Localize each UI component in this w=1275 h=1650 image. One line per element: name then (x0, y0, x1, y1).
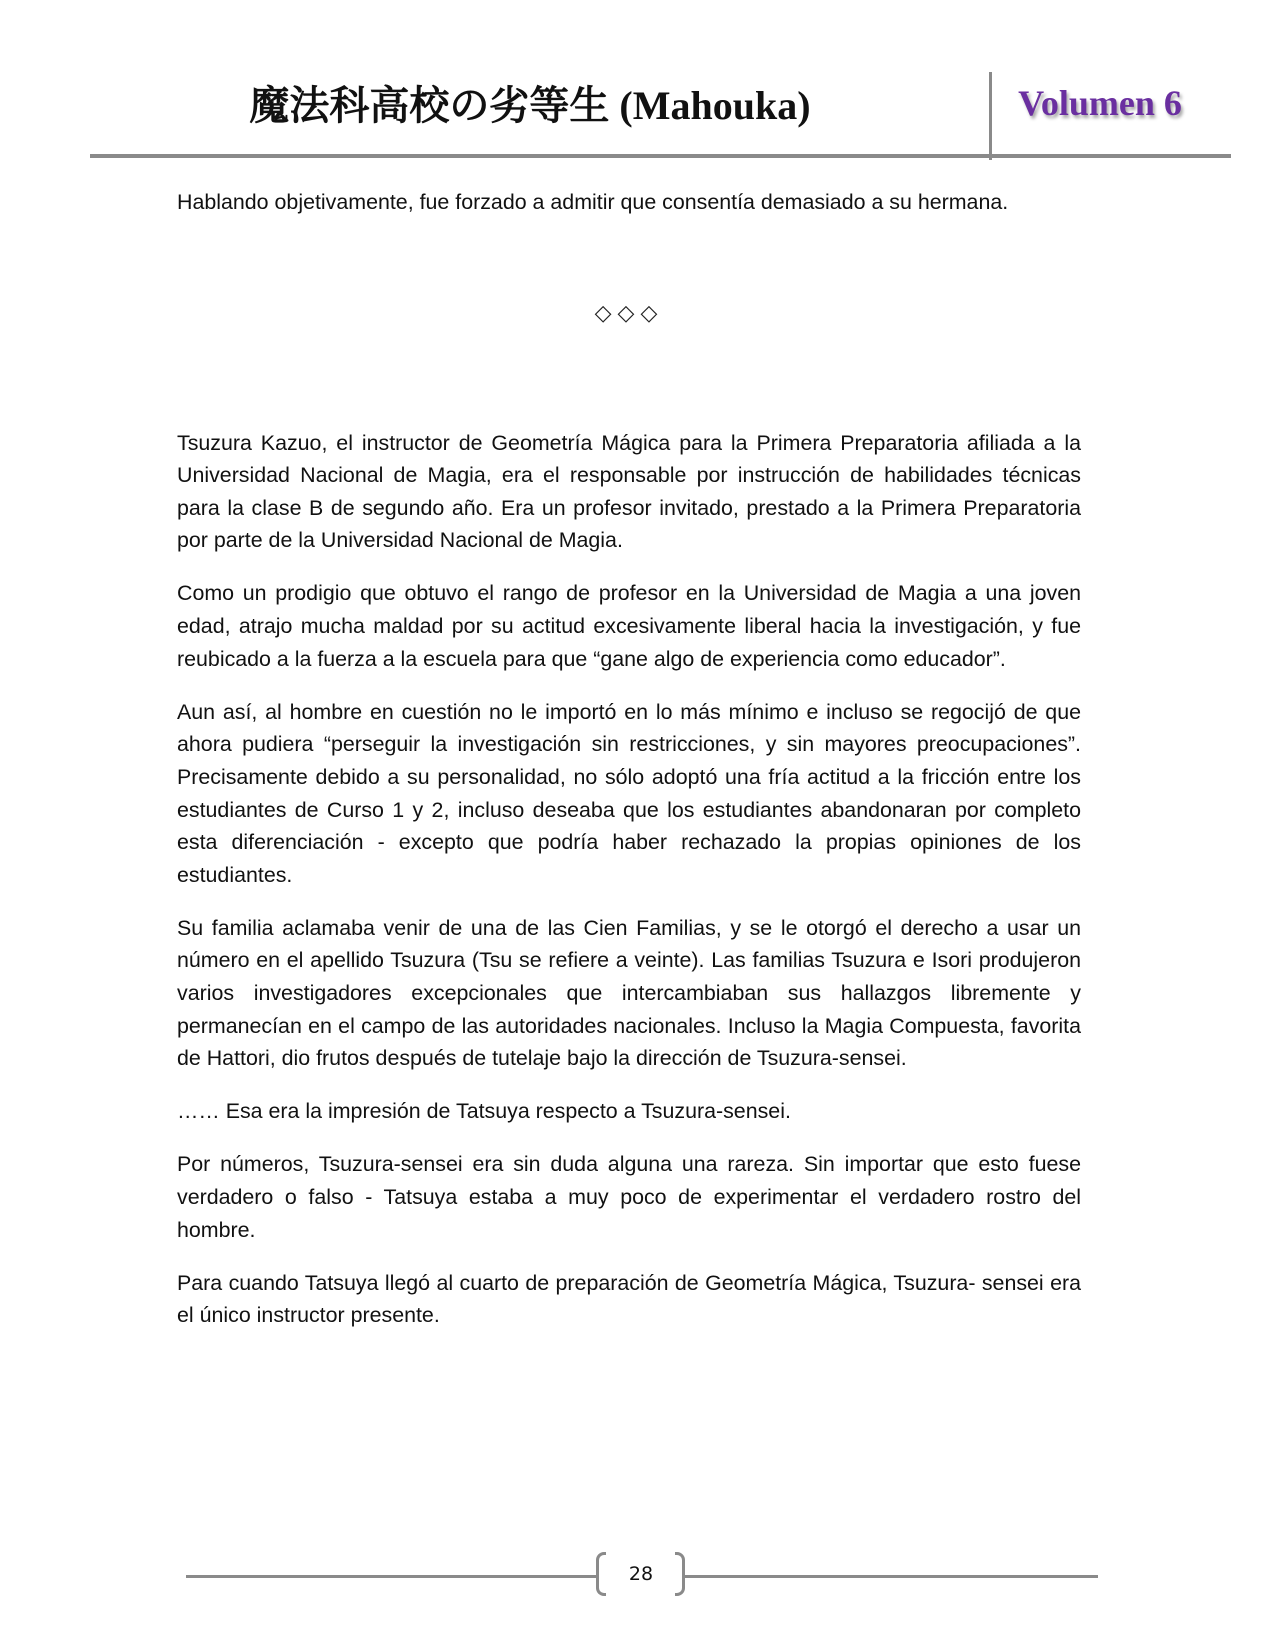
paragraph: Su familia aclamaba venir de una de las Cien Familias, y se le otorgó el derecho a usar un número en el apellido Tsuzura (Tsu se refiere a veinte). Las familias Tsuzura e Isori produjeron varios investigadores excepcionales que intercambiaban sus hallazgos libremente y permanecían en el campo de las autoridades nacionales. Incluso la Magia Compuesta, favorita de Hattori, dio frutos después de tutelaje bajo la dirección de Tsuzura-sensei. (177, 915, 1081, 1071)
intro-paragraph: Hablando objetivamente, fue forzado a admitir que consentía demasiado a su hermana. (177, 190, 1009, 214)
right-bracket-icon (675, 1552, 685, 1596)
book-title: 魔法科高校の劣等生 (Mahouka) (249, 83, 811, 128)
paragraph: Para cuando Tatsuya llegó al cuarto de preparación de Geometría Mágica, Tsuzura- sensei era el único instructor presente. (177, 1270, 1081, 1328)
paragraph: Como un prodigio que obtuvo el rango de profesor en la Universidad de Magia a una joven edad, atrajo mucha maldad por su actitud excesivamente liberal hacia la investigación, y fue reubicado a la fuerza a la escuela para que “gane algo de experiencia como educador”. (177, 581, 1081, 671)
left-bracket-icon (596, 1552, 606, 1596)
volume-label: Volumen 6 (1018, 83, 1182, 123)
footer-rule-right (685, 1575, 1098, 1578)
paragraph: Tsuzura Kazuo, el instructor de Geometría Mágica para la Primera Preparatoria afiliada a la Universidad Nacional de Magia, era el responsable por instrucción de habilidades técnicas para la clase B de segundo año. Era un profesor invitado, prestado a la Primera Preparatoria por parte de la Universidad Nacional de Magia. (177, 430, 1081, 553)
paragraph: Aun así, al hombre en cuestión no le importó en lo más mínimo e incluso se regocijó de que ahora pudiera “perseguir la investigación sin restricciones, y sin mayores preocupaciones”. Precisamente debido a su personalidad, no sólo adoptó una fría actitud a la fricción entre los estudiantes de Curso 1 y 2, incluso deseaba que los estudiantes abandonaran por completo esta diferenciación - excepto que podría haber rechazado la propias opiniones de los estudiantes. (177, 699, 1081, 887)
header-divider (989, 72, 992, 160)
footer-rule-left (186, 1575, 598, 1578)
page-number: 28 (628, 1563, 654, 1585)
page-body (177, 186, 1081, 1352)
paragraph: Por números, Tsuzura-sensei era sin duda alguna una rareza. Sin importar que esto fuese verdadero o falso - Tatsuya estaba a muy poco de experimentar el verdadero rostro del hombre. (177, 1152, 1081, 1242)
header-rule (90, 154, 1231, 158)
scene-break-diamonds-icon: ◇◇◇ (594, 299, 664, 325)
paragraph: …… Esa era la impresión de Tatsuya respecto a Tsuzura-sensei. (177, 1099, 791, 1124)
